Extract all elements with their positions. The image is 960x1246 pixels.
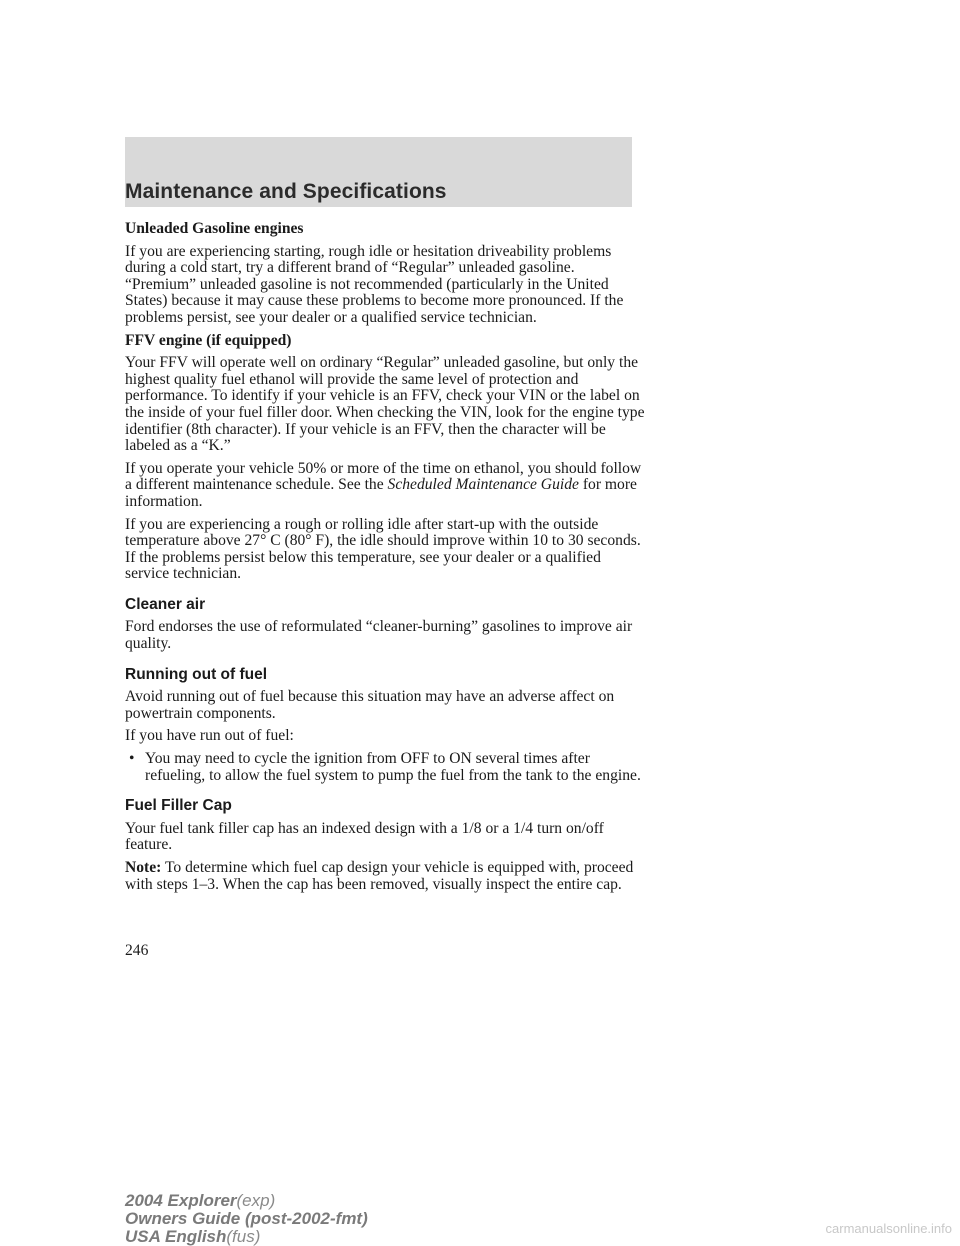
footer-language-code: (fus) bbox=[226, 1227, 261, 1246]
page-content bbox=[125, 221, 645, 899]
paragraph-ffv-2 bbox=[125, 461, 645, 511]
paragraph-fuel-filler-cap: Your fuel tank filler cap has an indexed design with a 1/8 or a 1/4 turn on/off feature. bbox=[125, 819, 604, 854]
section-heading-ffv: FFV engine (if equipped) bbox=[125, 331, 292, 349]
bullet-icon: • bbox=[129, 750, 135, 768]
section-heading-unleaded: Unleaded Gasoline engines bbox=[125, 220, 304, 237]
footer-language: USA English bbox=[125, 1227, 227, 1246]
footer-model-code: (exp) bbox=[236, 1191, 276, 1210]
page-number: 246 bbox=[125, 942, 149, 959]
section-heading-cleaner-air: Cleaner air bbox=[125, 595, 206, 613]
paragraph-ffv-1: Your FFV will operate well on ordinary “Regular” unleaded gasoline, but only the highest quality fuel ethanol will provide the same level of protection and performance. To identify if your vehicle is an FFV, check your VIN or the label on the inside of your fuel filler door. When checking the VIN, look for the engine type identifier (8th character). If your vehicle is an FFV, then the character will be labeled as a “K.” bbox=[125, 354, 645, 455]
paragraph-cleaner-air: Ford endorses the use of reformulated “cleaner-burning” gasolines to improve air quality. bbox=[125, 618, 633, 653]
section-heading-fuel-filler-cap: Fuel Filler Cap bbox=[125, 797, 232, 815]
paragraph-running-out-1: Avoid running out of fuel because this situation may have an adverse affect on powertrain components. bbox=[125, 688, 615, 722]
paragraph-ffv-2-end: for more information. bbox=[125, 476, 637, 510]
section-heading-running-out: Running out of fuel bbox=[125, 665, 268, 683]
paragraph-unleaded: If you are experiencing starting, rough idle or hesitation driveability problems during a cold start, try a different brand of “Regular” unleaded gasoline. “Premium” unleaded gasoline is not recommended (particularly in the United States) because it may cause these problems to become more pronounced. If the problems persist, see your dealer or a qualified service technician. bbox=[125, 242, 624, 326]
paragraph-running-out-2: If you have run out of fuel: bbox=[125, 727, 294, 745]
footer-model: 2004 Explorer bbox=[125, 1191, 237, 1210]
footer-info bbox=[125, 1192, 368, 1246]
scheduled-maintenance-guide-ref: Scheduled Maintenance Guide bbox=[387, 476, 579, 494]
paragraph-ffv-3: If you are experiencing a rough or rolling idle after start-up with the outside temperature above 27° C (80° F), the idle should improve within 10 to 30 seconds. If the problems persist below this temperature, see your dealer or a qualified service technician. bbox=[125, 515, 641, 583]
bullet-item bbox=[125, 751, 645, 784]
paragraph-ffv-2-text: If you operate your vehicle 50% or more of the time on ethanol, you should follow a different maintenance schedule. See the bbox=[125, 459, 642, 494]
note-label: Note: bbox=[125, 859, 162, 876]
bullet-text: You may need to cycle the ignition from OFF to ON several times after refueling, to allow the fuel system to pump the fuel from the tank to the engine. bbox=[145, 750, 641, 784]
note-text: To determine which fuel cap design your vehicle is equipped with, proceed with steps 1–3. When the cap has been removed, visually inspect the entire cap. bbox=[125, 859, 634, 893]
footer-guide: Owners Guide (post-2002-fmt) bbox=[125, 1209, 368, 1228]
page-title: Maintenance and Specifications bbox=[125, 180, 447, 203]
watermark: carmanualsonline.info bbox=[825, 1221, 952, 1236]
note-paragraph bbox=[125, 860, 645, 893]
